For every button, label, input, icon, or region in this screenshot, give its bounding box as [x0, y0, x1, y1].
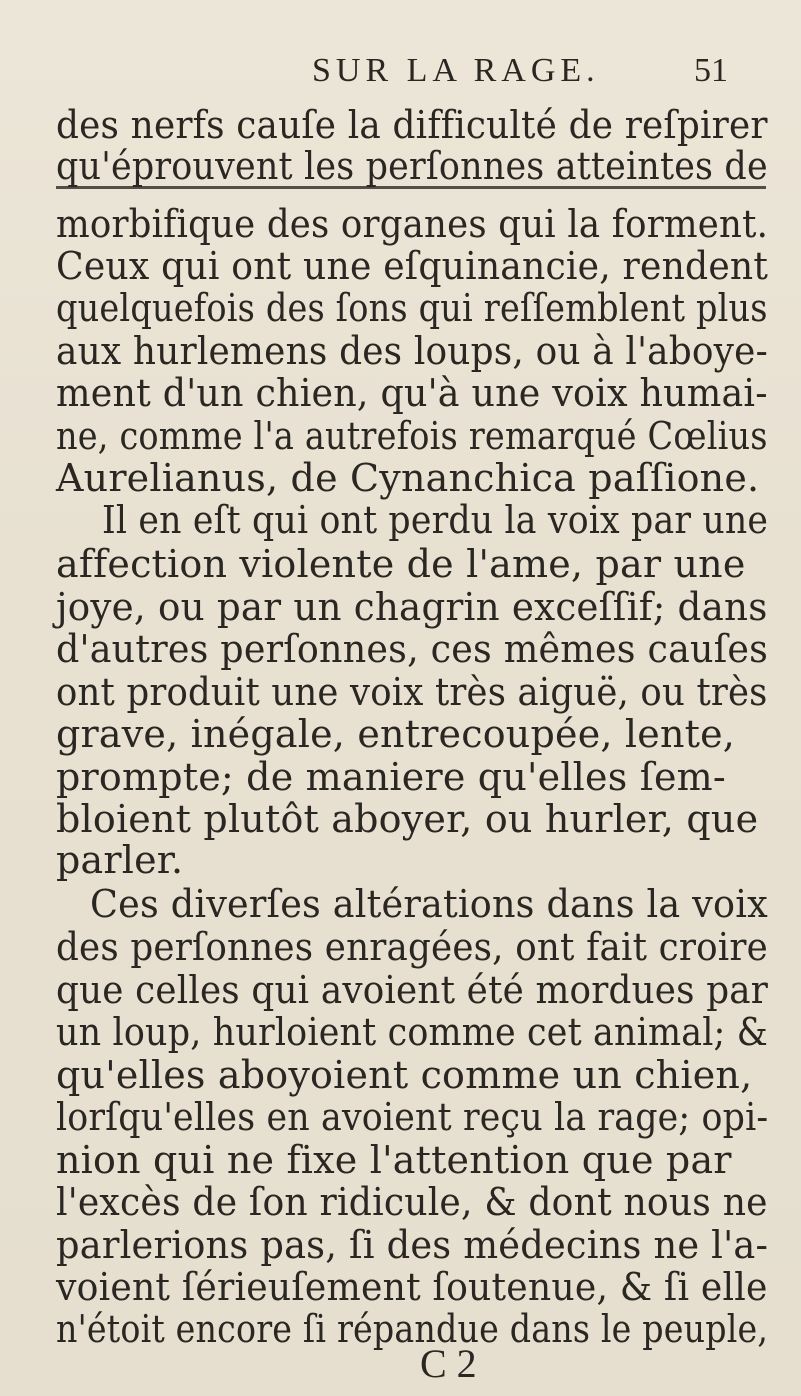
text-line: joye, ou par un chagrin exceſſif; dans — [56, 585, 768, 629]
text-line: grave, inégale, entrecoupée, lente, — [56, 712, 736, 756]
text-line: morbifique des organes qui la forment. — [56, 202, 769, 246]
text-line: affection violente de l'ame, par une — [56, 542, 746, 586]
text-line: un loup, hurloient comme cet animal; & — [56, 1010, 768, 1054]
text-line: quelquefois des ſons qui reſſemblent plus — [56, 286, 768, 330]
text-line: des nerfs cauſe la difficulté de reſpirer — [56, 103, 768, 147]
text-line: nion qui ne fixe l'attention que par — [56, 1138, 732, 1182]
text-line: ont produit une voix très aiguë, ou très — [56, 670, 768, 714]
text-line: qu'elles aboyoient comme un chien, — [56, 1053, 753, 1097]
text-line: voient ſérieuſement ſoutenue, & ſi elle — [56, 1265, 768, 1309]
signature-mark: C 2 — [420, 1341, 477, 1386]
text-line: qu'éprouvent les perſonnes atteintes de — [56, 144, 768, 188]
running-head — [0, 52, 801, 92]
text-line: ne, comme l'a autrefois remarqué Cœlius — [56, 414, 768, 458]
text-line: prompte; de maniere qu'elles ſem- — [56, 755, 726, 799]
text-line: des perſonnes enragées, ont fait croire — [56, 925, 768, 969]
text-line: Aurelianus, de Cynanchica paſſione. — [56, 456, 760, 500]
running-head-title: SUR LA RAGE. — [312, 52, 600, 89]
text-line: aux hurlemens des loups, ou à l'aboye- — [56, 329, 768, 373]
text-line: ment d'un chien, qu'à une voix humai- — [56, 371, 768, 415]
page-number: 51 — [694, 52, 728, 89]
text-line: l'excès de ſon ridicule, & dont nous ne — [56, 1180, 768, 1224]
text-line: que celles qui avoient été mordues par — [56, 968, 769, 1012]
text-line: lorſqu'elles en avoient reçu la rage; opi- — [56, 1095, 769, 1139]
text-line: bloient plutôt aboyer, ou hurler, que — [56, 797, 759, 841]
text-line: parler. — [56, 838, 184, 882]
text-line: d'autres perſonnes, ces mêmes cauſes — [56, 627, 769, 671]
text-line: Ceux qui ont une eſquinancie, rendent — [56, 244, 769, 288]
text-line: parlerions pas, ſi des médecins ne l'a- — [56, 1223, 769, 1267]
text-line: n'étoit encore ſi répandue dans le peuple, — [56, 1307, 769, 1351]
text-line: Il en eſt qui ont perdu la voix par une — [102, 498, 769, 542]
text-line: Ces diverſes altérations dans la voix — [90, 882, 768, 926]
